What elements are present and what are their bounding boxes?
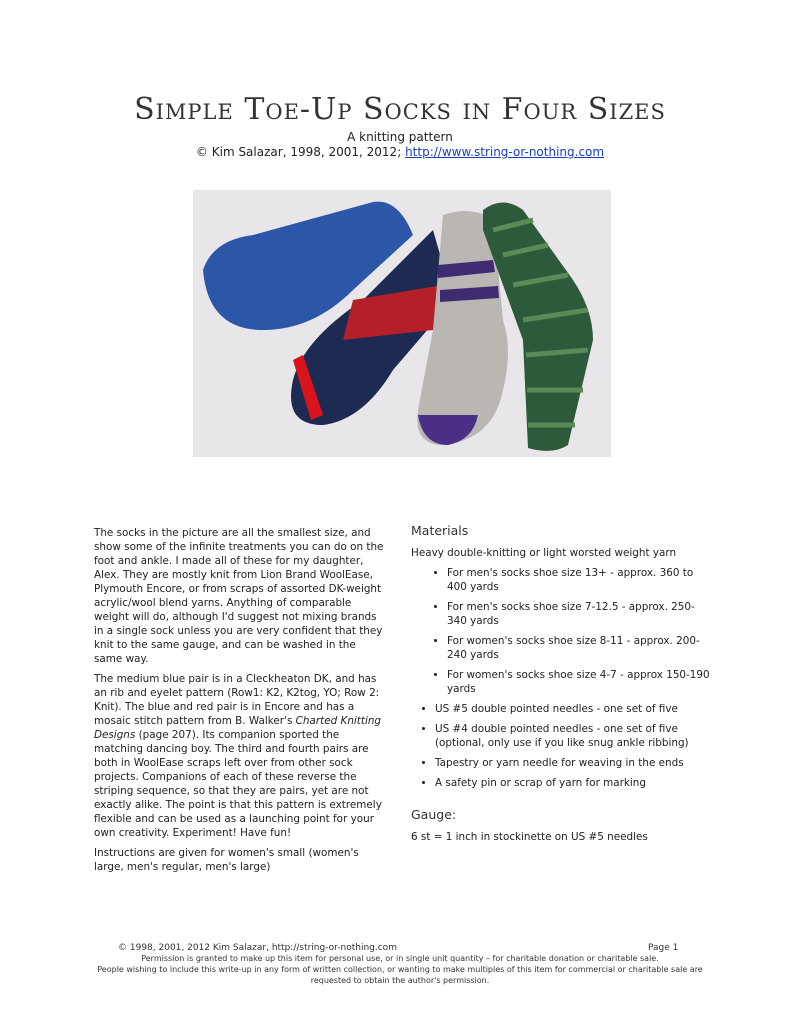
p2-text-rest: (page 207). Its companion sported the matching dancing boy. The third and fourth pairs are both in WoolEase scraps left over from other sock projects. Companions of each of these reverse the striping sequence, so that they are pairs, yet are not exactly alike. The point is that this pattern is extremely flexible and can be used as a launching point for your own creativity. Experiment! Have fun! bbox=[94, 729, 382, 839]
yarn-description: Heavy double-knitting or light worsted weight yarn bbox=[411, 547, 677, 559]
list-item: • US #4 double pointed needles - one set of five (optional, only use if you like snug ankle ribbing) bbox=[435, 722, 711, 750]
list-item: • For women's socks shoe size 4-7 - approx 150-190 yards bbox=[447, 668, 711, 696]
intro-paragraph-3: Instructions are given for women's small (women's large, men's regular, men's large) bbox=[94, 847, 359, 873]
footer-copyright: © 1998, 2001, 2012 Kim Salazar, http://string-or-nothing.com bbox=[118, 943, 397, 953]
list-item: • Tapestry or yarn needle for weaving in the ends bbox=[435, 756, 711, 770]
intro-column bbox=[94, 526, 384, 880]
materials-list bbox=[411, 702, 711, 790]
list-item: • For men's socks shoe size 7-12.5 - approx. 250-340 yards bbox=[447, 600, 711, 628]
copyright-line bbox=[0, 145, 800, 159]
copyright-text: © Kim Salazar, 1998, 2001, 2012; bbox=[195, 145, 406, 159]
book-title: Charted Knitting Designs bbox=[94, 715, 382, 741]
p2-text: The medium blue pair is in a Cleckheaton DK, and has an rib and eyelet pattern (Row1: K2, K2tog, YO; Row 2: Knit). The blue and red pair is in Encore and has a mosaic stitch pattern from B. Walker's bbox=[94, 673, 380, 727]
intro-paragraph-1: The socks in the picture are all the smallest size, and show some of the infinite treatments you can do on the foot and ankle. I made all of these for my daughter, Alex. They are mostly knit from Lion Brand WoolEase, Plymouth Encore, or from scraps of assorted DK-weight acrylic/wool blend yarns. Anything of comparable weight will do, although I'd suggest not mixing brands in a single sock unless you are very confident that they knit to the same gauge, and can be washed in the same way. bbox=[94, 527, 384, 665]
footer-permission-1: Permission is granted to make up this item for personal use, or in single unit quantity – for charitable donation or charitable sale. bbox=[141, 954, 659, 963]
materials-heading: Materials bbox=[411, 523, 469, 538]
page-number: Page 1 bbox=[648, 943, 679, 953]
list-item: • US #5 double pointed needles - one set of five bbox=[435, 702, 711, 716]
list-item: • For men's socks shoe size 13+ - approx. 360 to 400 yards bbox=[447, 566, 711, 594]
page-title: Simple Toe-Up Socks in Four Sizes bbox=[134, 92, 666, 127]
materials-column bbox=[411, 524, 711, 850]
gauge-heading: Gauge: bbox=[411, 807, 457, 822]
socks-photo bbox=[193, 190, 611, 457]
intro-paragraph-2 bbox=[94, 672, 384, 840]
website-link[interactable]: http://www.string-or-nothing.com bbox=[405, 145, 605, 159]
list-item: • A safety pin or scrap of yarn for marking bbox=[435, 776, 711, 790]
list-item: • For women's socks shoe size 8-11 - approx. 200-240 yards bbox=[447, 634, 711, 662]
yarn-size-list bbox=[411, 566, 711, 696]
footer-permission-2: People wishing to include this write-up in any form of written collection, or wanting to make multiples of this item for commercial or charitable sale are bbox=[97, 965, 703, 974]
gauge-text: 6 st = 1 inch in stockinette on US #5 needles bbox=[411, 831, 648, 843]
subtitle: A knitting pattern bbox=[347, 130, 453, 144]
footer-permission-3: requested to obtain the author's permission. bbox=[310, 976, 490, 985]
